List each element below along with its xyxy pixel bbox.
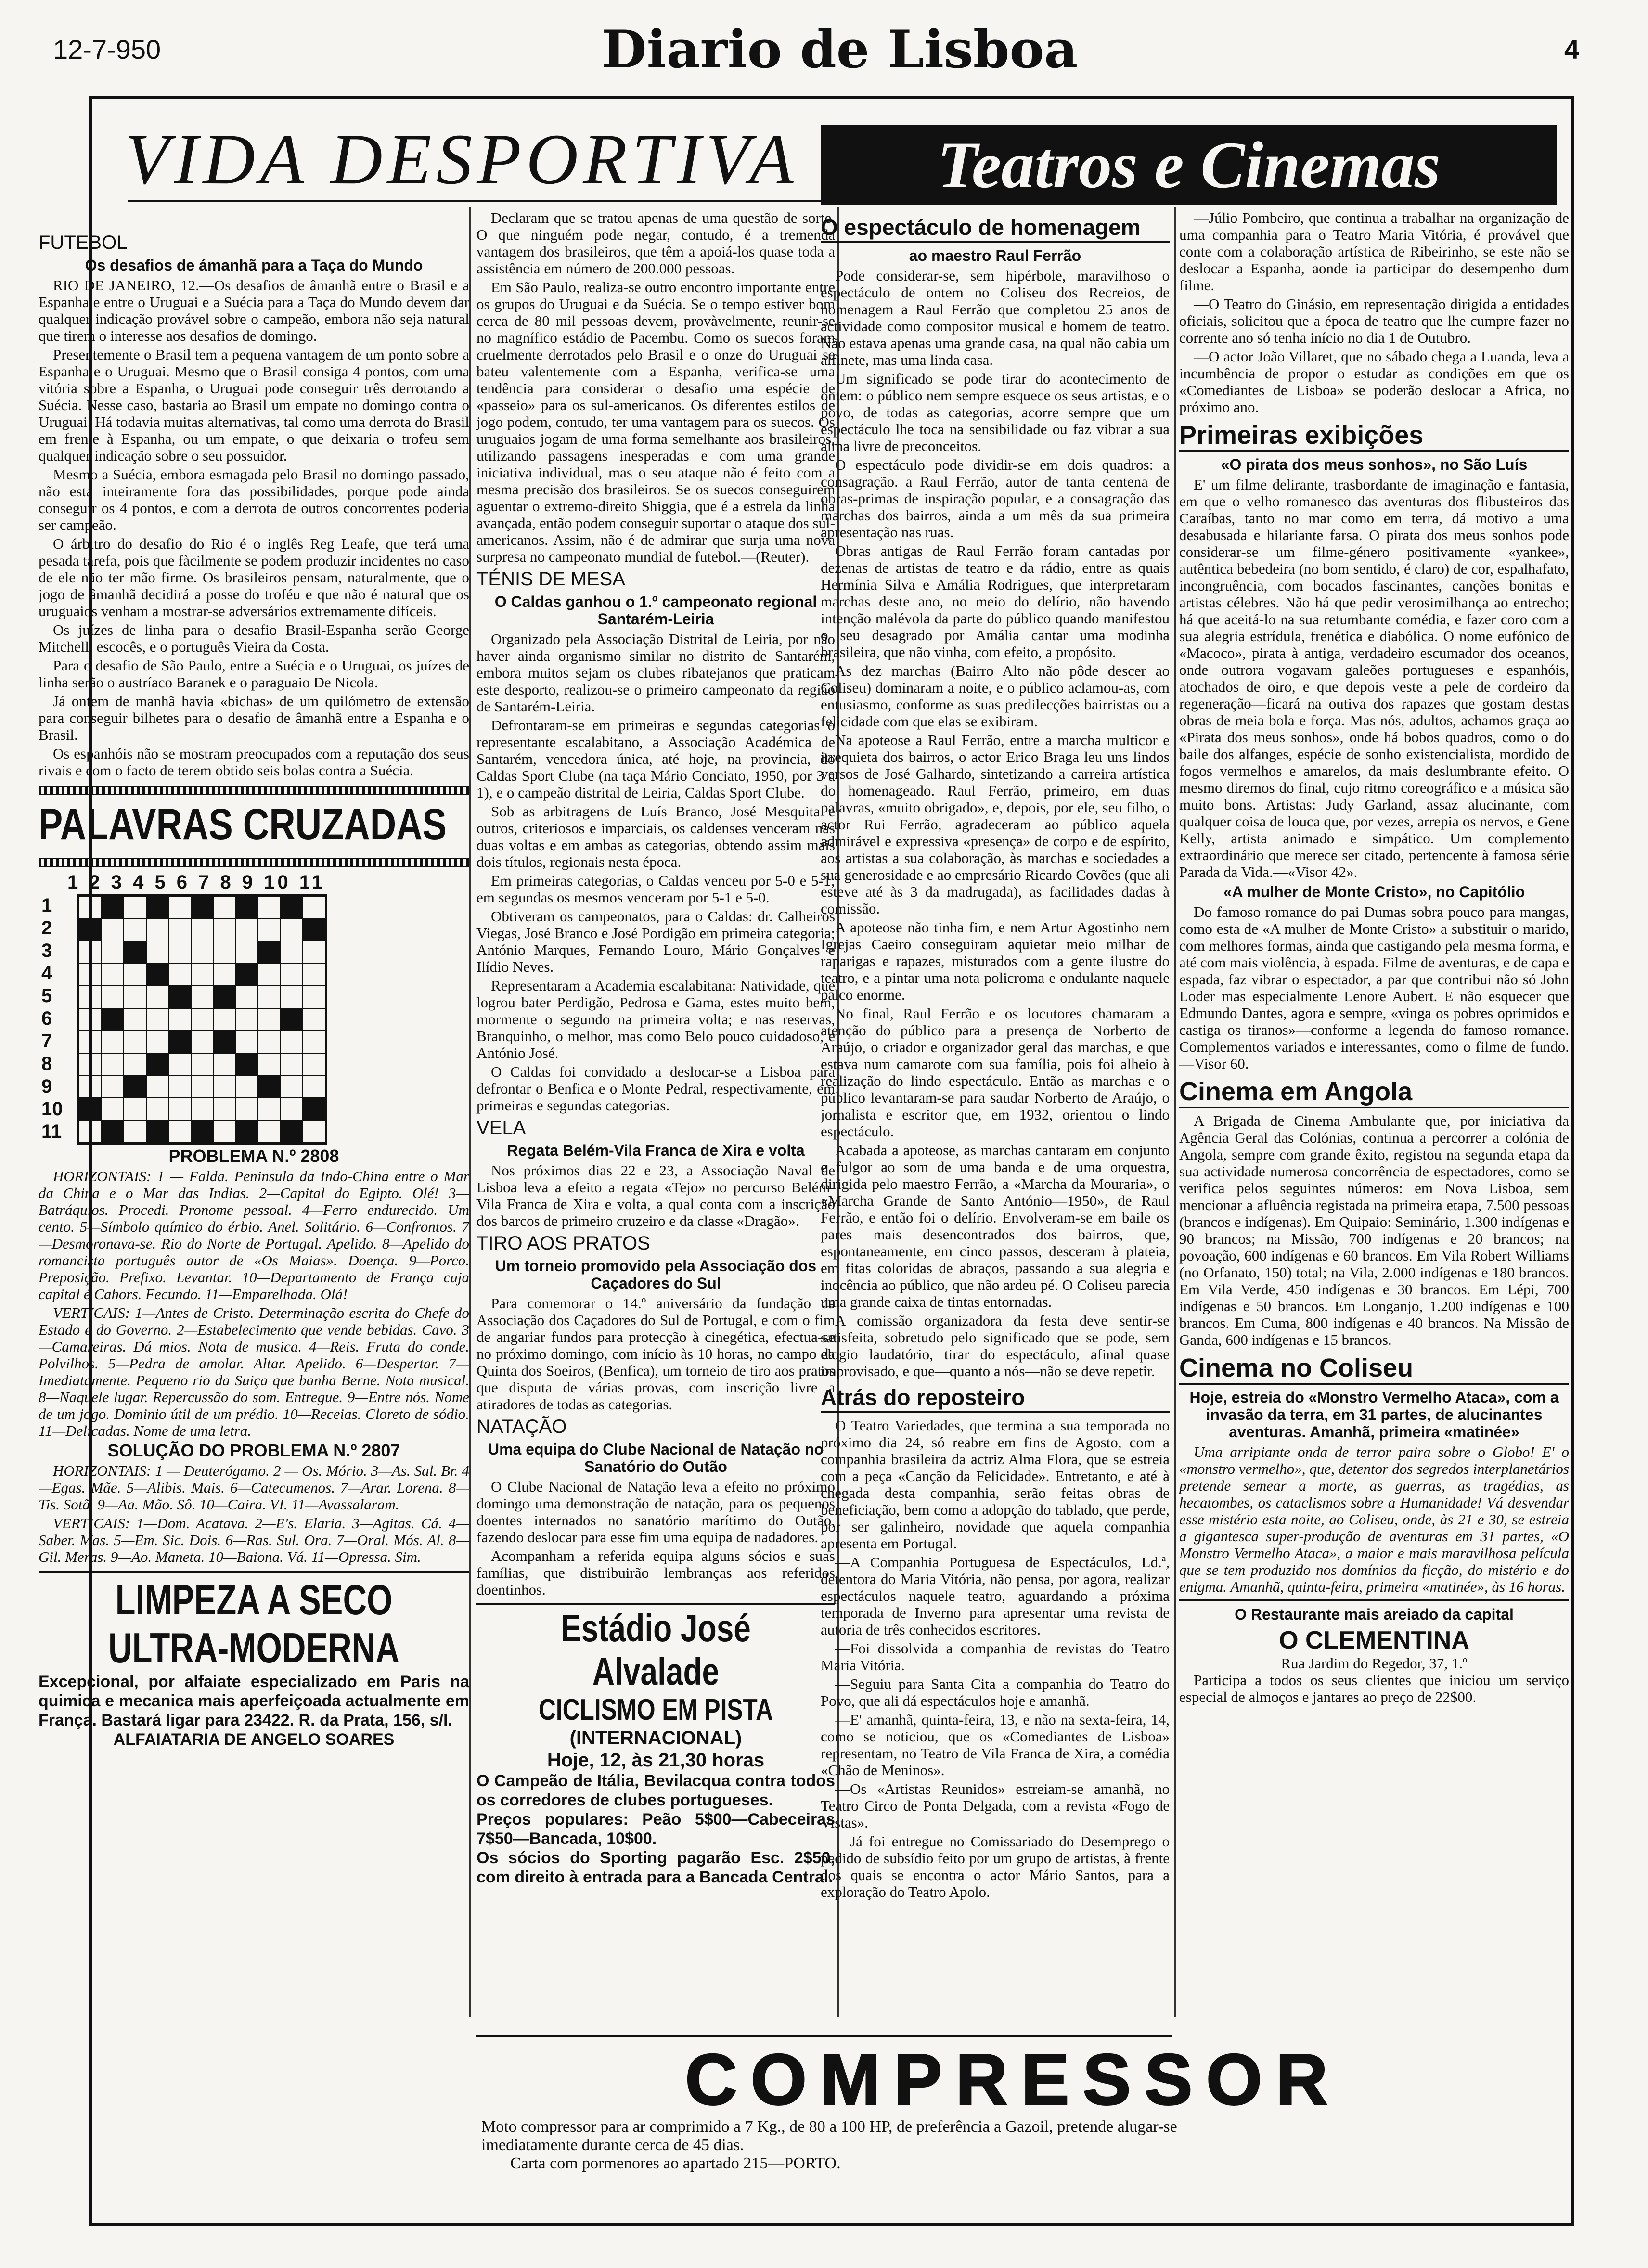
crossword-white-cell	[168, 1098, 191, 1121]
crossword-row-numbers	[41, 894, 63, 1143]
crossword-white-cell	[281, 941, 303, 964]
crossword-white-cell	[146, 919, 169, 941]
ornamental-band	[39, 858, 469, 867]
advert-subtitle: (INTERNACIONAL)	[569, 1727, 742, 1749]
crossword-white-cell	[168, 964, 191, 986]
crossword-white-cell	[124, 986, 146, 1008]
crossword-white-cell	[146, 1031, 169, 1053]
compressor-advert-body	[481, 2118, 1184, 2173]
article-paragraph: O Clube Nacional de Natação leva a efeito no próximo domingo uma demonstração de natação, para os pequenos doentes internados no sanatório marítimo do Outão, fazendo deslocar para esse fim uma equipa de nadadores.	[476, 1478, 835, 1546]
crossword-white-cell	[102, 1031, 124, 1053]
crossword-title: PALAVRAS CRUZADAS	[39, 800, 447, 849]
ornamental-band	[39, 786, 469, 795]
article-paragraph: —Os «Artistas Reunidos» estreiam-se amanhã, no Teatro Circo de Ponta Delgada, com a revista «Fogo de Vistas».	[821, 1780, 1170, 1831]
crossword-black-cell	[168, 1031, 191, 1053]
crossword-white-cell	[213, 896, 236, 919]
article-paragraph: Nos próximos dias 22 e 23, a Associação Naval de Lisboa leva a efeito a regata «Tejo» no percurso Belém-Vila Franca de Xira e volta, a qual conta com a inscrição dos barcos de primeiro cruzeiro e da classe «Dragão».	[476, 1162, 835, 1229]
crossword-white-cell	[258, 896, 281, 919]
limpeza-advert	[39, 1571, 469, 1749]
article-paragraph: Acompanham a referida equipa alguns sócios e suas famílias, que distribuirão lembranças aos referidos doentinhos.	[476, 1547, 835, 1598]
article-paragraph: Defrontaram-se em primeiras e segundas categorias o representante escalabitano, a Associação Académica de Santarém, vencedora única, até hoje, na provincia, do Caldas Sport Clube (na taça Mário Conciato, 1950, por 3 a 1), e o campeão distrital de Leiria, Caldas Sport Clube.	[476, 717, 835, 801]
crossword-black-cell	[102, 896, 124, 919]
article-paragraph: Representaram a Academia escalabitana: Natividade, que logrou bater Perdigão, Pedrosa e Gama, estes muito bem, mormente o segundo na primeira volta; e nas reservas, Branquinho, o melhor, mas como Belo pouco cuidadoso, e António José.	[476, 977, 835, 1061]
article-paragraph: Obras antigas de Raul Ferrão foram cantadas por dezenas de artistas de teatro e da rádio, entre as quais Hermínia Silva e Amália Rodrigues, que interpretaram marchas deste ano, no meio do delírio, não havendo intenção malévola da parte do público quando manifestou o seu desagrado por Amália cantar uma modinha brasileira, que não vinha, com efeito, a propósito.	[821, 542, 1170, 660]
crossword-black-cell	[191, 896, 214, 919]
section-heading: Atrás do reposteiro	[821, 1383, 1170, 1413]
crossword-white-cell	[102, 941, 124, 964]
advert-prices: Preços populares: Peão 5$00—Cabeceiras 7$50—Bancada, 10$00.	[476, 1810, 835, 1848]
crossword-clues-horizontal: HORIZONTAIS: 1 — Falda. Peninsula da Indo-China entre o Mar da China e o Mar das Indias. 2—Capital do Egipto. Olé! 3—Batráquios. Procedi. Pronome pessoal. 4—Ferro endurecido. Um cento. 5—Símbolo químico do érbio. Anel. Solitário. 6—Confrontos. 7—Desmoronava-se. Rio do Norte de Portugal. Apelido. 8—Apelido do romancista português autor de «Os Maias». Doença. 9—Porco. Preposição. Prefixo. Levantar. 10—Departamento de França cuja capital é Cahors. Fecundo. 11—Emparelhada. Olá!	[39, 1168, 469, 1302]
crossword-white-cell	[191, 919, 214, 941]
column-1	[39, 229, 469, 2067]
crossword-white-cell	[213, 1098, 236, 1121]
crossword-white-cell	[102, 1053, 124, 1076]
advert-title: LIMPEZA A SECO	[115, 1576, 393, 1624]
article-paragraph: —O actor João Villaret, que no sábado chega a Luanda, leva a incumbência de propor o estudar as condições em que os «Comediantes de Lisboa» se poderão deslocar a Africa, no próximo ano.	[1179, 348, 1569, 415]
column-divider	[1174, 207, 1176, 2017]
clementina-advert	[1179, 1599, 1569, 1705]
article-paragraph: As dez marchas (Bairro Alto não pôde descer ao Coliseu) dominaram a noite, e o público aclamou-as, com entusiasmo, conforme as suas predilecções bairristas ou a felicidade com que elas se exibiram.	[821, 662, 1170, 730]
article-paragraph: Para comemorar o 14.º aniversário da fundação da Associação dos Caçadores do Sul de Portugal, e com o fim de angariar fundos para protecção à cinegética, efectua-se no próximo domingo, com início às 10 horas, no campo da Quinta dos Soeiros, (Benfica), um torneio de tiro aos pratos que disputa de várias provas, com inscrição livre a atiradores de todas as categorias.	[476, 1295, 835, 1413]
article-paragraph: Declaram que se tratou apenas de uma questão de sorte. O que ninguém pode negar, contudo, é a tremenda vantagem dos brasileiros, que têm a apoiá-los quase toda a assistência em número de 200.000 pessoas.	[476, 209, 835, 277]
article-headline: «A mulher de Monte Cristo», no Capitólio	[1223, 883, 1525, 901]
crossword-white-cell	[281, 1075, 303, 1098]
crossword-white-cell	[146, 941, 169, 964]
crossword-white-cell	[124, 896, 146, 919]
article-paragraph: Obtiveram os campeonatos, para o Caldas: dr. Calheiros Viegas, José Branco e José Pordigão em primeira categoria; António Marques, Fernando Louro, Mário Gonçalves e Ilídio Neves.	[476, 908, 835, 975]
crossword-white-cell	[236, 919, 258, 941]
column-2	[476, 209, 835, 2038]
crossword-white-cell	[102, 964, 124, 986]
crossword-black-cell	[79, 919, 102, 941]
article-paragraph: O espectáculo pode dividir-se em dois quadros: a consagração. a Raul Ferrão, autor de tanta centena de obras-primas de inspiração popular, e a consagração das marchas dos bairros, ainda a um mês da sua primeira apresentação nas ruas.	[821, 456, 1170, 541]
crossword-black-cell	[168, 986, 191, 1008]
article-paragraph: A comissão organizadora da festa deve sentir-se satisfeita, sobretudo pelo significado que se pode, sem elogio laudatório, tirar do espectáculo, afinal quase improvisado, e que—quanto a nós—não se deve repetir.	[821, 1312, 1170, 1379]
section-kicker: TÉNIS DE MESA	[476, 568, 625, 590]
row-number: 8	[41, 1053, 52, 1074]
article-paragraph: A apoteose não tinha fim, e nem Artur Agostinho nem Igrejas Caeiro conseguiram aquietar meio milhar de raparigas e rapazes, misturados com a gente ilustre do teatro, e a pintar uma nota policroma e ondulante naquele palco enorme.	[821, 919, 1170, 1003]
teatros-cinemas-banner: Teatros e Cinemas	[821, 125, 1557, 205]
crossword-white-cell	[79, 941, 102, 964]
article-paragraph: Sob as arbitragens de Luís Branco, José Mesquita e outros, criteriosos e imparciais, os caldenses venceram nas duas voltas e em ambas as categorias, obtendo assim mais dois títulos, regionais nesta época.	[476, 803, 835, 870]
advert-address: Rua Jardim do Regedor, 37, 1.º	[1281, 1655, 1468, 1672]
article-paragraph: Um significado se pode tirar do acontecimento de ontem: o público nem sempre esquece os seus artistas, e o povo, de todas as categorias, acorre sempre que um espectáculo lhe toca na sensibilidade ou faz vibrar a sua alma livre de preconceitos.	[821, 370, 1170, 454]
crossword-white-cell	[258, 986, 281, 1008]
crossword-column-numbers: 1 2 3 4 5 6 7 8 9 10 11	[67, 872, 326, 893]
crossword-white-cell	[236, 941, 258, 964]
crossword-white-cell	[146, 1098, 169, 1121]
crossword-solution-title: SOLUÇÃO DO PROBLEMA N.º 2807	[107, 1441, 400, 1460]
crossword-black-cell	[146, 964, 169, 986]
crossword-white-cell	[303, 1075, 325, 1098]
crossword-black-cell	[102, 1120, 124, 1143]
crossword-white-cell	[102, 919, 124, 941]
crossword-white-cell	[191, 1008, 214, 1031]
crossword-white-cell	[303, 1008, 325, 1031]
crossword-white-cell	[303, 1120, 325, 1143]
article-paragraph: Pode considerar-se, sem hipérbole, maravilhoso o espectáculo de ontem no Coliseu dos Recreios, de homenagem a Raul Ferrão que completou 25 anos de actividade como compositor musical e homem de teatro. Não estava apenas uma grande casa, na qual não cabia um alfinete, mas uma linda casa.	[821, 267, 1170, 368]
crossword-black-cell	[146, 1053, 169, 1076]
estadio-advert	[476, 1603, 835, 1887]
article-paragraph: Presentemente o Brasil tem a pequena vantagem de um ponto sobre a Espanha e o Uruguai. Mesmo que o Brasil consiga 4 pontos, com uma vitória sobre a Espanha, o Uruguai pode conseguir três derrotando a Suécia. Nesse caso, bastaria ao Brasil um empate no domingo contra o Uruguai. Há todavia muitas alternativas, tal como uma derrota do Brasil em frente à Espanha, ou um empate, o que deixaria o trofeu sem qualquer indicação sobre o seu possuidor.	[39, 346, 469, 464]
crossword-puzzle	[39, 894, 469, 1145]
article-paragraph: —O Teatro do Ginásio, em representação dirigida a entidades oficiais, solicitou que a época de teatro que lhe cumpre fazer no corrente ano só tenha início no dia 1 de Outubro.	[1179, 296, 1569, 346]
crossword-white-cell	[213, 1075, 236, 1098]
row-number: 9	[41, 1076, 52, 1097]
crossword-white-cell	[168, 919, 191, 941]
article-paragraph: —Júlio Pombeiro, que continua a trabalhar na organização de uma companhia para o Teatro Maria Vitória, é provável que conte com a colaboração artística de Ribeirinho, se este não se deslocar a Espanha, aonde ia participar do desempenho dum filme.	[1179, 209, 1569, 294]
crossword-white-cell	[79, 1031, 102, 1053]
row-number: 7	[41, 1031, 52, 1052]
advert-body: O Campeão de Itália, Bevilacqua contra todos os corredores de clubes portugueses.	[476, 1772, 835, 1809]
compressor-advert-title: COMPRESSOR	[685, 2039, 1341, 2120]
article-headline: Hoje, estreia do «Monstro Vermelho Ataca», com a invasão da terra, em 31 partes, de alucinantes aventuras. Amanhã, primeira «matinée»	[1189, 1389, 1559, 1441]
crossword-white-cell	[236, 1098, 258, 1121]
article-headline: Regata Belém-Vila Franca de Xira e volta	[507, 1142, 805, 1159]
row-number: 2	[41, 917, 52, 939]
crossword-black-cell	[124, 941, 146, 964]
crossword-white-cell	[168, 1120, 191, 1143]
advert-signature: ALFAIATARIA DE ANGELO SOARES	[113, 1730, 395, 1749]
crossword-white-cell	[258, 1008, 281, 1031]
article-subheadline: ao maestro Raul Ferrão	[909, 247, 1082, 264]
advert-note: Os sócios do Sporting pagarão Esc. 2$50, com direito à entrada para a Bancada Central.	[476, 1849, 835, 1886]
crossword-white-cell	[79, 1008, 102, 1031]
article-paragraph: No final, Raul Ferrão e os locutores chamaram a atenção do público para a presença de Norberto de Araújo, o criador e organizador geral das marchas, e que estava num camarote com sua família, pois foi alheio à realização do lindo espectáculo. Então as marchas e o público levantaram-se para saudar Norberto de Araújo, o jornalista e escritor que, em 1932, orientou o lindo espectáculo.	[821, 1005, 1170, 1140]
article-headline: Um torneio promovido pela Associação dos Caçadores do Sul	[495, 1257, 817, 1292]
crossword-white-cell	[281, 1053, 303, 1076]
crossword-white-cell	[79, 1075, 102, 1098]
crossword-black-cell	[281, 896, 303, 919]
crossword-white-cell	[191, 1031, 214, 1053]
article-paragraph: Os espanhóis não se mostram preocupados com a reputação dos seus rivais e com o facto de terem obtido seis bolas contra a Suécia.	[39, 745, 469, 779]
crossword-white-cell	[124, 1031, 146, 1053]
crossword-white-cell	[79, 1120, 102, 1143]
crossword-white-cell	[281, 964, 303, 986]
advert-subtitle: CICLISMO EM PISTA	[539, 1693, 773, 1727]
article-headline: O Caldas ganhou o 1.º campeonato regional Santarém-Leiria	[494, 593, 817, 628]
article-paragraph: O árbitro do desafio do Rio é o inglês Reg Leafe, que terá uma pesada tarefa, pois que fàcilmente se podem produzir incidentes no caso de ele não ter mão firme. Os brasileiros pensam, naturalmente, que o jogo de âmanhã decidirá a posse do troféu e que não é natural que os uruguaios venham a mostrar-se adversários extremamente difíceis.	[39, 535, 469, 619]
crossword-white-cell	[258, 1098, 281, 1121]
row-number: 4	[41, 963, 52, 984]
crossword-white-cell	[303, 1031, 325, 1053]
row-number: 1	[41, 895, 52, 916]
article-paragraph: Uma arripiante onda de terror paira sobre o Globo! E' o «monstro vermelho», que, detentor dos segredos interplanetários pretende semear a morte, as guerras, as tragédias, as hecatombes, os cataclismos sobre a Humanidade! Vá desvendar esse mistério esta noite, ao Coliseu, onde, às 21 e 30, se estreia a gigantesca super-produção de aventuras em 31 partes, «O Monstro Vermelho Ataca», a maior e mais maravilhosa película que se tem produzido nos domínios da ficção, do mistério e do enigma. Amanhã, quinta-feira, primeira «matinée», às 16 horas.	[1179, 1443, 1569, 1595]
crossword-black-cell	[191, 1120, 214, 1143]
article-paragraph: —Já foi entregue no Comissariado do Desemprego o pedido de subsídio feito por um grupo de artistas, à frente dos quais se encontra o actor Mário Santos, para a exploração do Teatro Apolo.	[821, 1833, 1170, 1900]
row-number: 3	[41, 940, 52, 961]
article-paragraph: O Caldas foi convidado a deslocar-se a Lisboa para defrontar o Benfica e o Monte Pedral, respectivamente, em primeiras e segundas categorias.	[476, 1063, 835, 1114]
row-number: 10	[41, 1098, 63, 1120]
crossword-white-cell	[124, 1008, 146, 1031]
crossword-black-cell	[213, 1031, 236, 1053]
article-paragraph: E' um filme delirante, trasbordante de imaginação e fantasia, em que o velho romanesco das aventuras dos flibusteiros das Caraíbas, tanto no mar como em terra, dá motivo a uma desabusada e hilariante farsa. O pirata dos meus sonhos pode considerar-se um filme-género positivamente «yankee», autêntica bebedeira (no bom sentido, é claro) de cor, espalhafato, incongruência, com bocados fascinantes, canções bonitas e artistas célebres. Não há que pedir verosimilhança ao entrecho; há que aceitá-lo na sua retumbante comédia, e fazer coro com a sua alegria estrídula, frenética e diabólica. O nome eufónico de «Macoco», pirata à antiga, verdadeiro escumador dos oceanos, onde outrora vogavam galeões portugueses e espanhóis, atochados de oiro, e que depois veste a pele de cordeiro da regeneração—ficará na outiva dos rapazes que gostam destas obras de meia bola e força. Mas nós, adultos, achamos graça ao «Pirata dos meus sonhos», onde há bobos quadros, como o do baile dos alfanges, espécie de sonho existencialista, mordido de fogos vermelhos e amarelos, da mais deslumbrante efeito. O mesmo diremos do final, cujo ritmo coreográfico e a música são muito bons. Artistas: Judy Garland, assaz alucinante, com qualquer coisa de louca que, por vezes, arrepia os nervos, e Gene Kelly, artista animado e simpático. Um complemento extraordinário que merece ser citado, pertencente à famosa série Parada da Vida.—«Visor 42».	[1179, 476, 1569, 880]
crossword-white-cell	[213, 964, 236, 986]
crossword-black-cell	[236, 896, 258, 919]
article-paragraph: RIO DE JANEIRO, 12.—Os desafios de âmanhã entre o Brasil e a Espanha e entre o Uruguai e a Suécia para a Taça do Mundo devem dar qualquer indicação provável sobre o campeão, embora não seja natural que tirem o interesse aos desafios de domingo.	[39, 277, 469, 344]
crossword-white-cell	[213, 1120, 236, 1143]
crossword-white-cell	[124, 1053, 146, 1076]
section-kicker: TIRO AOS PRATOS	[476, 1233, 650, 1254]
article-paragraph: Mesmo a Suécia, embora esmagada pelo Brasil no domingo passado, não está inteiramente fora das possibilidades, porque pode ainda conseguir os 4 pontos, e com a derrota de outros concorrentes poderia ser campeão.	[39, 466, 469, 533]
crossword-white-cell	[191, 964, 214, 986]
crossword-black-cell	[236, 964, 258, 986]
crossword-black-cell	[213, 986, 236, 1008]
article-paragraph: Na apoteose a Raul Ferrão, entre a marcha multicor e irrequieta dos bairros, o actor Erico Braga leu uns lindos versos de José Galhardo, sintetizando a carreira artística do homenageado. Raul Ferrão, primeiro, em duas palavras, «muito obrigado», e, depois, por ele, seu filho, o actor Rui Ferrão, agradeceram ao público aquela admirável e expressiva «presença» de corpo e de espírito, aos artistas a sua colaboração, às marchas e sociedades a sua generosidade e ao empresário Ricardo Covões (que ali esteve até às 3 da madrugada), as facilidades dadas à comissão.	[821, 732, 1170, 917]
advert-body: Participa a todos os seus clientes que iniciou um serviço especial de almoços e jantares ao preço de 22$00.	[1179, 1672, 1569, 1705]
crossword-black-cell	[236, 1053, 258, 1076]
crossword-white-cell	[303, 896, 325, 919]
crossword-black-cell	[102, 1008, 124, 1031]
crossword-solution-horizontal: HORIZONTAIS: 1 — Deuterógamo. 2 — Os. Mório. 3—As. Sal. Br. 4—Egas. Mãe. 5—Alibis. Mais. 6—Catecumenos. 7—Arar. Lorena. 8—Tis. Sotã. 9—Aa. Mão. Sô. 10—Caira. VI. 11—Avassalaram.	[39, 1462, 469, 1513]
masthead	[0, 0, 1648, 82]
advert-title: ULTRA-MODERNA	[108, 1624, 399, 1672]
advert-body: Moto compressor para ar comprimido a 7 Kg., de 80 a 100 HP, de preferência a Gazoil, pretende alugar-se imediatamente durante cerca de 45 dias.	[481, 2118, 1177, 2154]
article-paragraph: —A Companhia Portuguesa de Espectáculos, Ld.ª, detentora do Maria Vitória, não pensa, por agora, realizar espectáculos naquele teatro, aguardando a próxima temporada de Inverno para apresentar uma revista de autoria de três conhecidos escritores.	[821, 1554, 1170, 1638]
article-paragraph: Em São Paulo, realiza-se outro encontro importante entre os grupos do Uruguai e da Suécia. Se o tempo estiver bom cerca de 80 mil pessoas devem, provàvelmente, reunir-se no magnífico estádio de Pacembu. Como os suecos foram cruelmente derrotados pelo Brasil e o onze do Uruguai se bateu valentemente com a Espanha, verifica-se uma tendência para considerar o desafio uma espécie de «passeio» para os sul-americanos. Os diferentes estilos de jogo podem, contudo, ter uma vantagem para os suecos. Os uruguaios jogam de uma forma semelhante aos brasileiros, utilizando passagens inesperadas e com uma grande iniciativa individual, mas o seu ataque não é feito com a mesma precisão dos brasileiros. Se os suecos conseguirem aguentar o extremo-direito Shiggia, que é a estrela da linha avançada, então podem conseguir suportar o ataque dos sul-americanos. Assim, não é de admirar que surja uma nova surpresa no campeonato mundial de futebol.—(Reuter).	[476, 279, 835, 565]
crossword-black-cell	[281, 1008, 303, 1031]
crossword-white-cell	[124, 919, 146, 941]
crossword-problem-number: PROBLEMA N.º 2808	[168, 1146, 339, 1166]
article-paragraph: —Seguiu para Santa Cita a companhia do Teatro do Povo, que ali dá espectáculos hoje e amanhã.	[821, 1675, 1170, 1709]
advert-title: O CLEMENTINA	[1279, 1626, 1469, 1654]
crossword-white-cell	[258, 964, 281, 986]
article-paragraph: Organizado pela Associação Distrital de Leiria, por não haver ainda organismo similar no distrito de Santarém, embora muitos sejam os clubes ribatejanos que praticam este desporto, realizou-se o primeiro campeonato da região de Santarém-Leiria.	[476, 631, 835, 715]
section-kicker: FUTEBOL	[39, 232, 128, 253]
vida-desportiva-banner: VIDA DESPORTIVA	[125, 119, 798, 199]
article-headline: Uma equipa do Clube Nacional de Natação no Sanatório do Outão	[488, 1441, 824, 1475]
article-paragraph: —Foi dissolvida a companhia de revistas do Teatro Maria Vitória.	[821, 1640, 1170, 1674]
crossword-white-cell	[303, 1053, 325, 1076]
advert-title: Estádio José Alvalade	[561, 1607, 751, 1693]
crossword-white-cell	[236, 1008, 258, 1031]
article-paragraph: Do famoso romance do pai Dumas sobra pouco para mangas, como esta de «A mulher de Monte Cristo» a substituir o marido, com melhores formas, ainda que castigando pela mesma forma, e até com mais violência, à espada. Filme de aventuras, e de capa e espada, faz vibrar o espectador, a par que contribui não só John Loder mas especialmente Lenore Aubert. E não esquecer que Edmundo Dantes, agora e sempre, «vinga os pobres oprimidos e castiga os tiranos»—conforme a legenda do famoso romance. Complementos variados e interessantes, como o filme de fundo.—Visor 60.	[1179, 903, 1569, 1072]
column-divider	[469, 207, 471, 2017]
article-headline: Os desafios de ámanhã para a Taça do Mundo	[85, 257, 423, 274]
section-heading: Cinema no Coliseu	[1179, 1353, 1569, 1385]
crossword-black-cell	[146, 1120, 169, 1143]
crossword-solution-vertical: VERTICAIS: 1—Dom. Acatava. 2—E's. Elaria. 3—Agitas. Cá. 4—Saber. Mas. 5—Em. Sic. Dois. 6—Ras. Sul. Ora. 7—Oral. Mós. Al. 8—Gil. Meras. 9—Ao. Maneta. 10—Baiona. Vá. 11—Opressa. Sim.	[39, 1515, 469, 1565]
crossword-white-cell	[102, 1075, 124, 1098]
row-number: 6	[41, 1008, 52, 1029]
crossword-white-cell	[191, 1053, 214, 1076]
page-number: 4	[1564, 34, 1580, 64]
crossword-black-cell	[146, 896, 169, 919]
article-paragraph: Já ontem de manhã havia «bichas» de um quilómetro de extensão para conseguir bilhetes para o desafio de âmanhã entre a Espanha e o Brasil.	[39, 693, 469, 743]
advert-contact: Carta com pormenores ao apartado 215—PORTO.	[510, 2154, 841, 2172]
crossword-white-cell	[236, 986, 258, 1008]
article-paragraph: O Teatro Variedades, que termina a sua temporada no próximo dia 24, só reabre em fins de Agosto, com a companhia brasileira da actriz Alma Flora, que se estreia com a peça «Canção da Felicidade». Entretanto, e até à chegada desta companhia, serão feitas obras de beneficiação, bem como a adopção do tablado, que perde, por ser galinheiro, novidade que aquela companhia apresenta em Portugal.	[821, 1417, 1170, 1552]
crossword-white-cell	[191, 986, 214, 1008]
article-paragraph: A Brigada de Cinema Ambulante que, por iniciativa da Agência Geral das Colónias, continua a percorrer a colónia de Angola, sempre com grande êxito, registou na segunda etapa da sua actividade numerosa concorrência de espectadores, como se verifica pelos seguintes números: em Nova Lisboa, sem mencionar a afluência registada na primeira etapa, 7.500 pessoas (brancos e indígenas). Em Quipaio: Seminário, 1.300 indígenas e 90 brancos; na Missão, 700 indígenas e 20 brancos; na povoação, 600 indígenas e 60 brancos. Em Vila Robert Williams (no Orfanato, 150) total; na Vila, 2.000 indígenas e 180 brancos. Em Vila Verde, 450 indígenas e 30 brancos. Em Lépi, 700 indígenas e 50 brancos. Em Longanjo, 1.200 indígenas e 100 brancos. Em Cuma, 800 indígenas e 40 brancos. Na Missão de Ganda, 600 indígenas e 15 brancos.	[1179, 1112, 1569, 1348]
crossword-white-cell	[191, 941, 214, 964]
section-heading: Cinema em Angola	[1179, 1077, 1569, 1108]
crossword-clues-vertical: VERTICAIS: 1—Antes de Cristo. Determinação escrita do Chefe do Estado e do Governo. 2—Estabelecimento que vende bebidas. Cavo. 3—Camareiras. Dá mios. Nota de musica. 4—Reis. Fruta do conde. Polvilhos. 5—Pedra de amolar. Altar. Apelido. 6—Despertar. 7—Imediatamente. Pequeno rio da Suiça que banha Berne. Nota musical. 8—Naquele lugar. Repercussão do som. Entregue. 9—Entre nós. Nome de um jogo. Dominio útil de um prédio. 10—Receias. Cloreto de sódio. 11—Delicadas. Nome de uma letra.	[39, 1304, 469, 1439]
article-paragraph: Para o desafio de São Paulo, entre a Suécia e o Uruguai, os juízes de linha serão o austríaco Baranek e o paraguaio De Nicola.	[39, 657, 469, 691]
crossword-white-cell	[258, 919, 281, 941]
crossword-white-cell	[124, 1120, 146, 1143]
article-paragraph: Os juízes de linha para o desafio Brasil-Espanha serão George Mitchell, escocês, e o português Vieira da Costa.	[39, 621, 469, 655]
crossword-black-cell	[236, 1120, 258, 1143]
crossword-white-cell	[258, 1053, 281, 1076]
section-kicker: NATAÇÃO	[476, 1416, 567, 1437]
article-paragraph: Em primeiras categorias, o Caldas venceu por 5-0 e 5-1; em segundas os mesmos venceram por 5-1 e 5-0.	[476, 872, 835, 906]
crossword-white-cell	[79, 964, 102, 986]
row-number: 5	[41, 985, 52, 1006]
crossword-black-cell	[79, 1098, 102, 1121]
crossword-white-cell	[168, 941, 191, 964]
article-headline: «O pirata dos meus sonhos», no São Luís	[1221, 456, 1528, 473]
crossword-white-cell	[124, 1098, 146, 1121]
crossword-white-cell	[168, 1008, 191, 1031]
crossword-white-cell	[168, 1075, 191, 1098]
crossword-white-cell	[281, 1031, 303, 1053]
crossword-white-cell	[281, 1098, 303, 1121]
crossword-white-cell	[191, 1098, 214, 1121]
crossword-white-cell	[303, 964, 325, 986]
crossword-black-cell	[258, 1075, 281, 1098]
crossword-white-cell	[168, 1053, 191, 1076]
crossword-black-cell	[303, 1098, 325, 1121]
article-headline: O espectáculo de homenagem	[821, 213, 1170, 243]
crossword-grid	[77, 894, 327, 1145]
crossword-white-cell	[102, 1098, 124, 1121]
crossword-white-cell	[236, 1075, 258, 1098]
crossword-black-cell	[124, 1075, 146, 1098]
crossword-white-cell	[213, 1053, 236, 1076]
crossword-white-cell	[281, 919, 303, 941]
issue-date: 12-7-950	[53, 34, 161, 64]
crossword-black-cell	[281, 1120, 303, 1143]
crossword-white-cell	[213, 1008, 236, 1031]
advert-kicker: O Restaurante mais areiado da capital	[1235, 1606, 1514, 1623]
banner-rule	[128, 200, 821, 202]
crossword-white-cell	[102, 986, 124, 1008]
column-4	[1179, 209, 1569, 2038]
crossword-white-cell	[146, 986, 169, 1008]
advert-border	[476, 2035, 1172, 2037]
crossword-white-cell	[146, 1075, 169, 1098]
column-3	[821, 209, 1170, 2034]
section-heading: Primeiras exibições	[1179, 420, 1569, 452]
crossword-white-cell	[303, 986, 325, 1008]
crossword-white-cell	[79, 1053, 102, 1076]
advert-when: Hoje, 12, às 21,30 horas	[547, 1750, 765, 1771]
crossword-white-cell	[191, 1075, 214, 1098]
article-paragraph: Acabada a apoteose, as marchas cantaram em conjunto e fulgor ao som de uma banda e de uma orquestra, dirigida pelo maestro Ferrão, a «Marcha da Mouraria», o «Marcha Grande de Santo António—1950», de Raul Ferrão, e então foi o delírio. Envolveram-se em baile os pares mais desencontrados dos bairros, que, espontaneamente, em cinco passos, desceram à plateia, em fitas coloridas de abraços, passando a sua alegria e inocência ao público, que não ardeu pé. O Coliseu parecia uma grande caixa de tintas entornadas.	[821, 1142, 1170, 1310]
crossword-white-cell	[146, 1008, 169, 1031]
crossword-white-cell	[281, 986, 303, 1008]
crossword-white-cell	[213, 941, 236, 964]
crossword-black-cell	[303, 919, 325, 941]
section-kicker: VELA	[476, 1117, 526, 1138]
crossword-white-cell	[236, 1031, 258, 1053]
advert-body: Excepcional, por alfaiate especializado em Paris na quimica e mecanica mais aperfeiçoada actualmente em França. Bastará ligar para 23422. R. da Prata, 156, s/l.	[39, 1673, 469, 1729]
crossword-white-cell	[79, 986, 102, 1008]
crossword-black-cell	[258, 941, 281, 964]
article-paragraph: —E' amanhã, quinta-feira, 13, e não na sexta-feira, 14, como se noticiou, que os «Comediantes de Lisboa» representam, no Teatro de Vila Franca de Xira, a comédia «Chão de Meninos».	[821, 1711, 1170, 1778]
crossword-white-cell	[213, 919, 236, 941]
crossword-white-cell	[258, 1120, 281, 1143]
crossword-white-cell	[168, 896, 191, 919]
newspaper-title: Diario de Lisboa	[602, 19, 1078, 80]
crossword-white-cell	[303, 941, 325, 964]
crossword-white-cell	[258, 1031, 281, 1053]
crossword-white-cell	[124, 964, 146, 986]
row-number: 11	[41, 1121, 62, 1142]
crossword-white-cell	[79, 896, 102, 919]
